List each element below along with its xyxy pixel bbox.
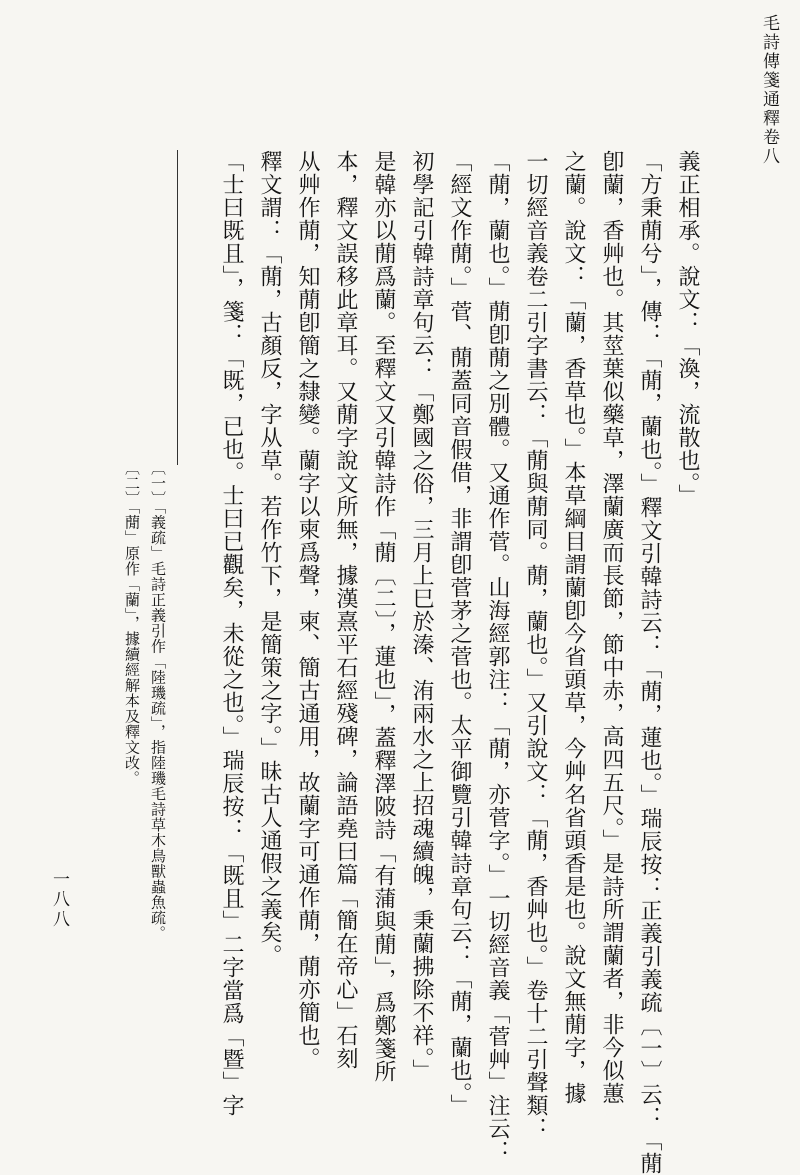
text-column: 卽蘭，香艸也。其莖葉似藥草，澤蘭廣而長節，節中赤，高四五尺。」是詩所謂蘭者，非今似蕙 [599,150,624,1105]
footnote-divider [177,150,178,465]
footnote: 〔二〕「蕑」原作「蘭」，據續經解本及釋文改。 [123,460,141,786]
text-column: 本，釋文誤移此章耳。又蕑字說文所無，據漢熹平石經殘碑，論語堯曰篇「簡在帝心」石刻 [333,150,358,1070]
text-column: 「士曰既且」，箋：「既，已也。士曰已觀矣，未從之也。」瑞辰按：「既且」二字當爲「暨」字 [219,150,244,1117]
text-column: 从艸作蕑，知蕑卽簡之隸變。蘭字以柬爲聲，柬、簡古通用，故蘭字可通作蕑，蕑亦簡也。 [295,150,320,1070]
text-column: 義正相承。說文：「渙，流散也。」 [675,150,700,507]
text-column: 「經文作蕑。」菅、蕑蓋同音假借，非謂卽菅茅之菅也。太平御覽引韓詩章句云：「蕑，蘭也。」 [447,150,472,1117]
text-column: 之蘭。說文：「蘭，香草也。」本草綱目謂蘭卽今省頭草，今艸名省頭香是也。說文無蕑字，據 [561,150,586,1105]
footnote: 〔一〕「義疏」毛詩正義引作「陸璣疏」，指陸璣毛詩草木鳥獸蟲魚疏。 [149,460,167,941]
text-column: 釋文謂：「蕑，古顏反，字从草。若作竹下，是簡策之字。」昧古人通假之義矣。 [257,150,282,967]
text-column: 「方秉蕑兮」，傳：「蕑，蘭也。」釋文引韓詩云：「蕑，蓮也。」瑞辰按：正義引義疏〔一〕云：「蕑 [637,150,662,1175]
page-number: 一八八 [49,870,69,930]
running-title: 毛詩傳箋通釋卷八 [759,14,779,166]
text-column: 是韓亦以蕑爲蘭。至釋文又引韓詩作「蕑〔二〕，蓮也」，蓋釋澤陂詩「有蒲與蕑」，爲鄭箋所 [371,150,396,1083]
text-column: 初學記引韓詩章句云：「鄭國之俗，三月上巳於溱、洧兩水之上招魂續魄，秉蘭拂除不祥。」 [409,150,434,1082]
text-column: 「蕑，蘭也。」蕑卽蕑之別體。又通作菅。山海經郭注：「蕑，亦菅字。」一切經音義「菅艸」注云： [485,150,510,1163]
text-column: 一切經音義卷二引字書云：「蕑與蕑同。蕑，蘭也。」又引說文：「蕑，香艸也。」卷十二引聲類： [523,150,548,1140]
